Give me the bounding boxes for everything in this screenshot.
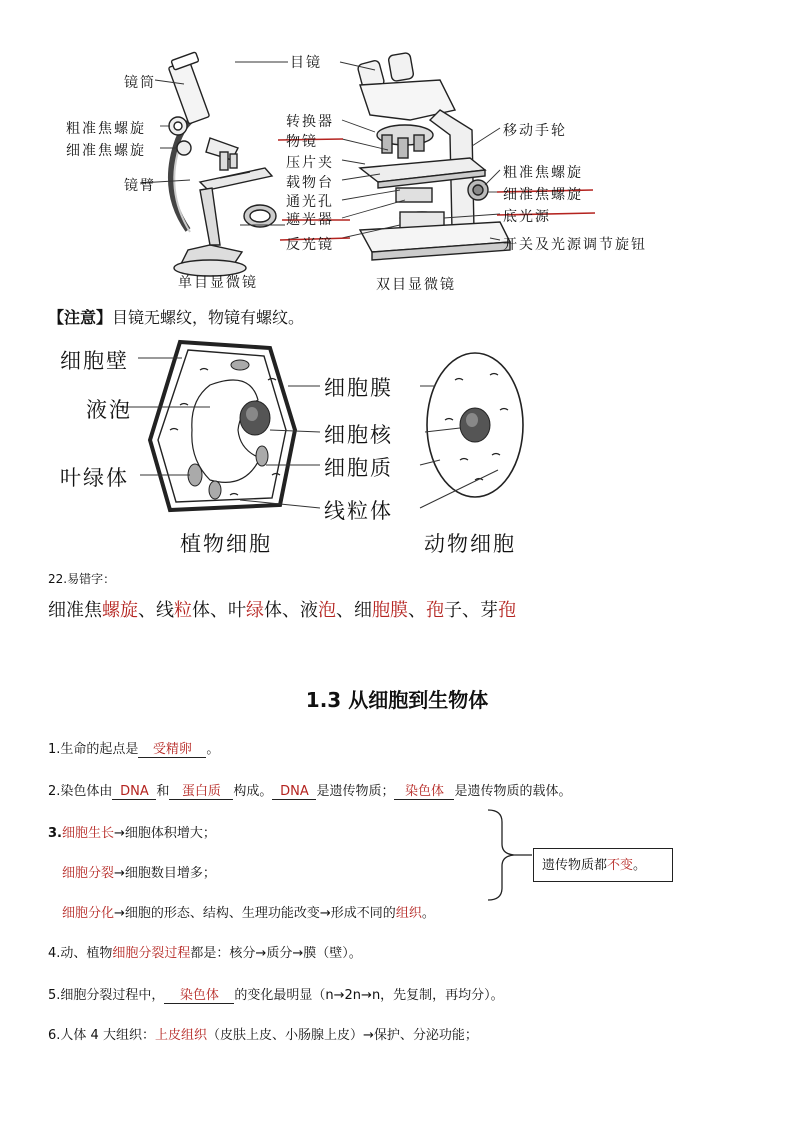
typo-separator: 、 <box>462 600 480 621</box>
item-4-rest: 都是：核分→质分→膜（壁）。 <box>190 946 362 961</box>
item-1-end: 。 <box>206 742 220 757</box>
item-4-term: 细胞分裂过程 <box>112 946 191 961</box>
label-fine-focus-left: 细准焦螺旋 <box>66 143 146 159</box>
conclusion-term: 不变 <box>607 858 634 873</box>
item-6-term: 上皮组织 <box>154 1028 207 1043</box>
typo-word-highlight: 粒 <box>174 600 192 621</box>
item-2-blank-4: 染色体 <box>394 780 454 800</box>
conclusion-box <box>533 848 673 882</box>
typo-word-plain: 体 <box>192 600 210 621</box>
label-chloroplast: 叶绿体 <box>60 466 129 490</box>
typo-heading: 22.易错字： <box>48 572 116 586</box>
label-objective: 物镜 <box>286 134 318 150</box>
typo-word-plain: 液 <box>300 600 318 621</box>
animal-cell <box>427 353 523 497</box>
conclusion-end: 。 <box>633 858 647 873</box>
typo-word-highlight: 泡 <box>318 600 336 621</box>
item-2-blank-2: 蛋白质 <box>169 780 233 800</box>
caption-plant-cell: 植物细胞 <box>180 532 272 556</box>
monocular-microscope <box>168 52 276 276</box>
item-3b-term: 细胞分裂 <box>62 866 115 881</box>
label-stage: 载物台 <box>286 175 334 191</box>
label-light-source: 底光源 <box>503 209 551 225</box>
microscope-figure <box>60 40 700 300</box>
typo-word <box>426 600 462 621</box>
item-3a-term: 细胞生长 <box>61 826 114 841</box>
item-5-text: 5.细胞分裂过程中， <box>48 988 165 1003</box>
typo-word-plain: 细 <box>354 600 372 621</box>
typo-word-plain: 细准焦 <box>48 600 102 621</box>
curly-brace <box>482 808 532 902</box>
typo-word <box>156 600 210 621</box>
label-eyepiece: 目镜 <box>290 55 322 71</box>
typo-word-highlight: 孢 <box>426 600 444 621</box>
item-3c-term-2: 组织 <box>395 906 422 921</box>
typo-word <box>228 600 282 621</box>
item-2-and: 和 <box>156 784 170 799</box>
item-2-blank-3: DNA <box>272 784 316 800</box>
typo-word-plain: 体 <box>264 600 282 621</box>
caption-binocular: 双目显微镜 <box>376 277 456 293</box>
label-cytoplasm: 细胞质 <box>324 456 393 480</box>
typo-word-list <box>48 596 516 622</box>
typo-word <box>48 600 138 621</box>
binocular-microscope <box>357 52 510 260</box>
item-5-rest: 的变化最明显（n→2n→n，先复制，再均分）。 <box>234 988 504 1003</box>
item-3c-term: 细胞分化 <box>62 906 115 921</box>
typo-separator: 、 <box>138 600 156 621</box>
typo-word <box>354 600 408 621</box>
typo-word-highlight: 绿 <box>246 600 264 621</box>
item-2-text: 2.染色体由 <box>48 784 113 799</box>
section-title: 1.3 从细胞到生物体 <box>305 688 489 712</box>
typo-separator: 、 <box>210 600 228 621</box>
item-3c-end: 。 <box>421 906 435 921</box>
item-3a-text: →细胞体积增大； <box>114 826 216 841</box>
label-nucleus: 细胞核 <box>324 423 393 447</box>
item-6-text: 6.人体 4 大组织： <box>48 1028 155 1043</box>
item-2-blank-1: DNA <box>112 784 156 800</box>
label-tube: 镜筒 <box>124 75 156 91</box>
item-2 <box>48 780 571 800</box>
typo-word-highlight: 胞膜 <box>372 600 408 621</box>
typo-word <box>480 600 516 621</box>
label-coarse-focus-left: 粗准焦螺旋 <box>66 121 146 137</box>
label-diaphragm: 遮光器 <box>286 212 334 228</box>
item-4-text: 4.动、植物 <box>48 946 113 961</box>
label-fine-focus-right: 细准焦螺旋 <box>503 187 583 203</box>
item-2-compose: 构成。 <box>233 784 273 799</box>
item-4 <box>48 942 362 961</box>
item-3b <box>62 862 216 881</box>
typo-word <box>300 600 336 621</box>
item-2-genetic: 是遗传物质； <box>316 784 395 799</box>
label-stage-clip: 压片夹 <box>286 155 334 171</box>
label-switch-knob: 开关及光源调节旋钮 <box>503 237 647 253</box>
typo-word-plain: 芽 <box>480 600 498 621</box>
label-mirror: 反光镜 <box>286 237 334 253</box>
item-5 <box>48 984 504 1004</box>
item-5-blank: 染色体 <box>164 984 234 1004</box>
label-arm: 镜臂 <box>124 178 156 194</box>
typo-word-highlight: 螺旋 <box>102 600 138 621</box>
label-mover: 移动手轮 <box>503 123 567 139</box>
typo-separator: 、 <box>336 600 354 621</box>
typo-separator: 、 <box>282 600 300 621</box>
item-1-text: 1.生命的起点是 <box>48 742 139 757</box>
label-mitochondria: 线粒体 <box>324 499 393 523</box>
label-cell-wall: 细胞壁 <box>60 349 129 373</box>
item-6-rest: （皮肤上皮、小肠腺上皮）→保护、分泌功能； <box>206 1028 478 1043</box>
item-3b-text: →细胞数目增多； <box>114 866 216 881</box>
label-nosepiece: 转换器 <box>286 114 334 130</box>
caption-monocular: 单目显微镜 <box>178 275 258 291</box>
item-2-carrier: 是遗传物质的载体。 <box>454 784 572 799</box>
typo-separator: 、 <box>408 600 426 621</box>
note-bracket: 【注意】 <box>48 308 113 327</box>
typo-word-plain: 线 <box>156 600 174 621</box>
plant-cell <box>150 342 295 510</box>
item-3c-text: →细胞的形态、结构、生理功能改变→形成不同的 <box>114 906 396 921</box>
label-cell-membrane: 细胞膜 <box>324 376 393 400</box>
note-line <box>48 305 304 328</box>
typo-word-highlight: 孢 <box>498 600 516 621</box>
item-1 <box>48 738 219 758</box>
item-1-blank: 受精卵 <box>138 738 206 758</box>
item-3a <box>48 822 216 841</box>
item-3c <box>62 902 435 921</box>
label-aperture: 通光孔 <box>286 194 334 210</box>
label-vacuole: 液泡 <box>86 398 132 422</box>
note-text: 目镜无螺纹，物镜有螺纹。 <box>112 308 305 327</box>
item-6 <box>48 1024 478 1043</box>
typo-word-plain: 子 <box>444 600 462 621</box>
item-3-number: 3. <box>48 826 62 841</box>
conclusion-text: 遗传物质都 <box>542 858 608 873</box>
typo-word-plain: 叶 <box>228 600 246 621</box>
label-coarse-focus-right: 粗准焦螺旋 <box>503 165 583 181</box>
caption-animal-cell: 动物细胞 <box>424 532 516 556</box>
